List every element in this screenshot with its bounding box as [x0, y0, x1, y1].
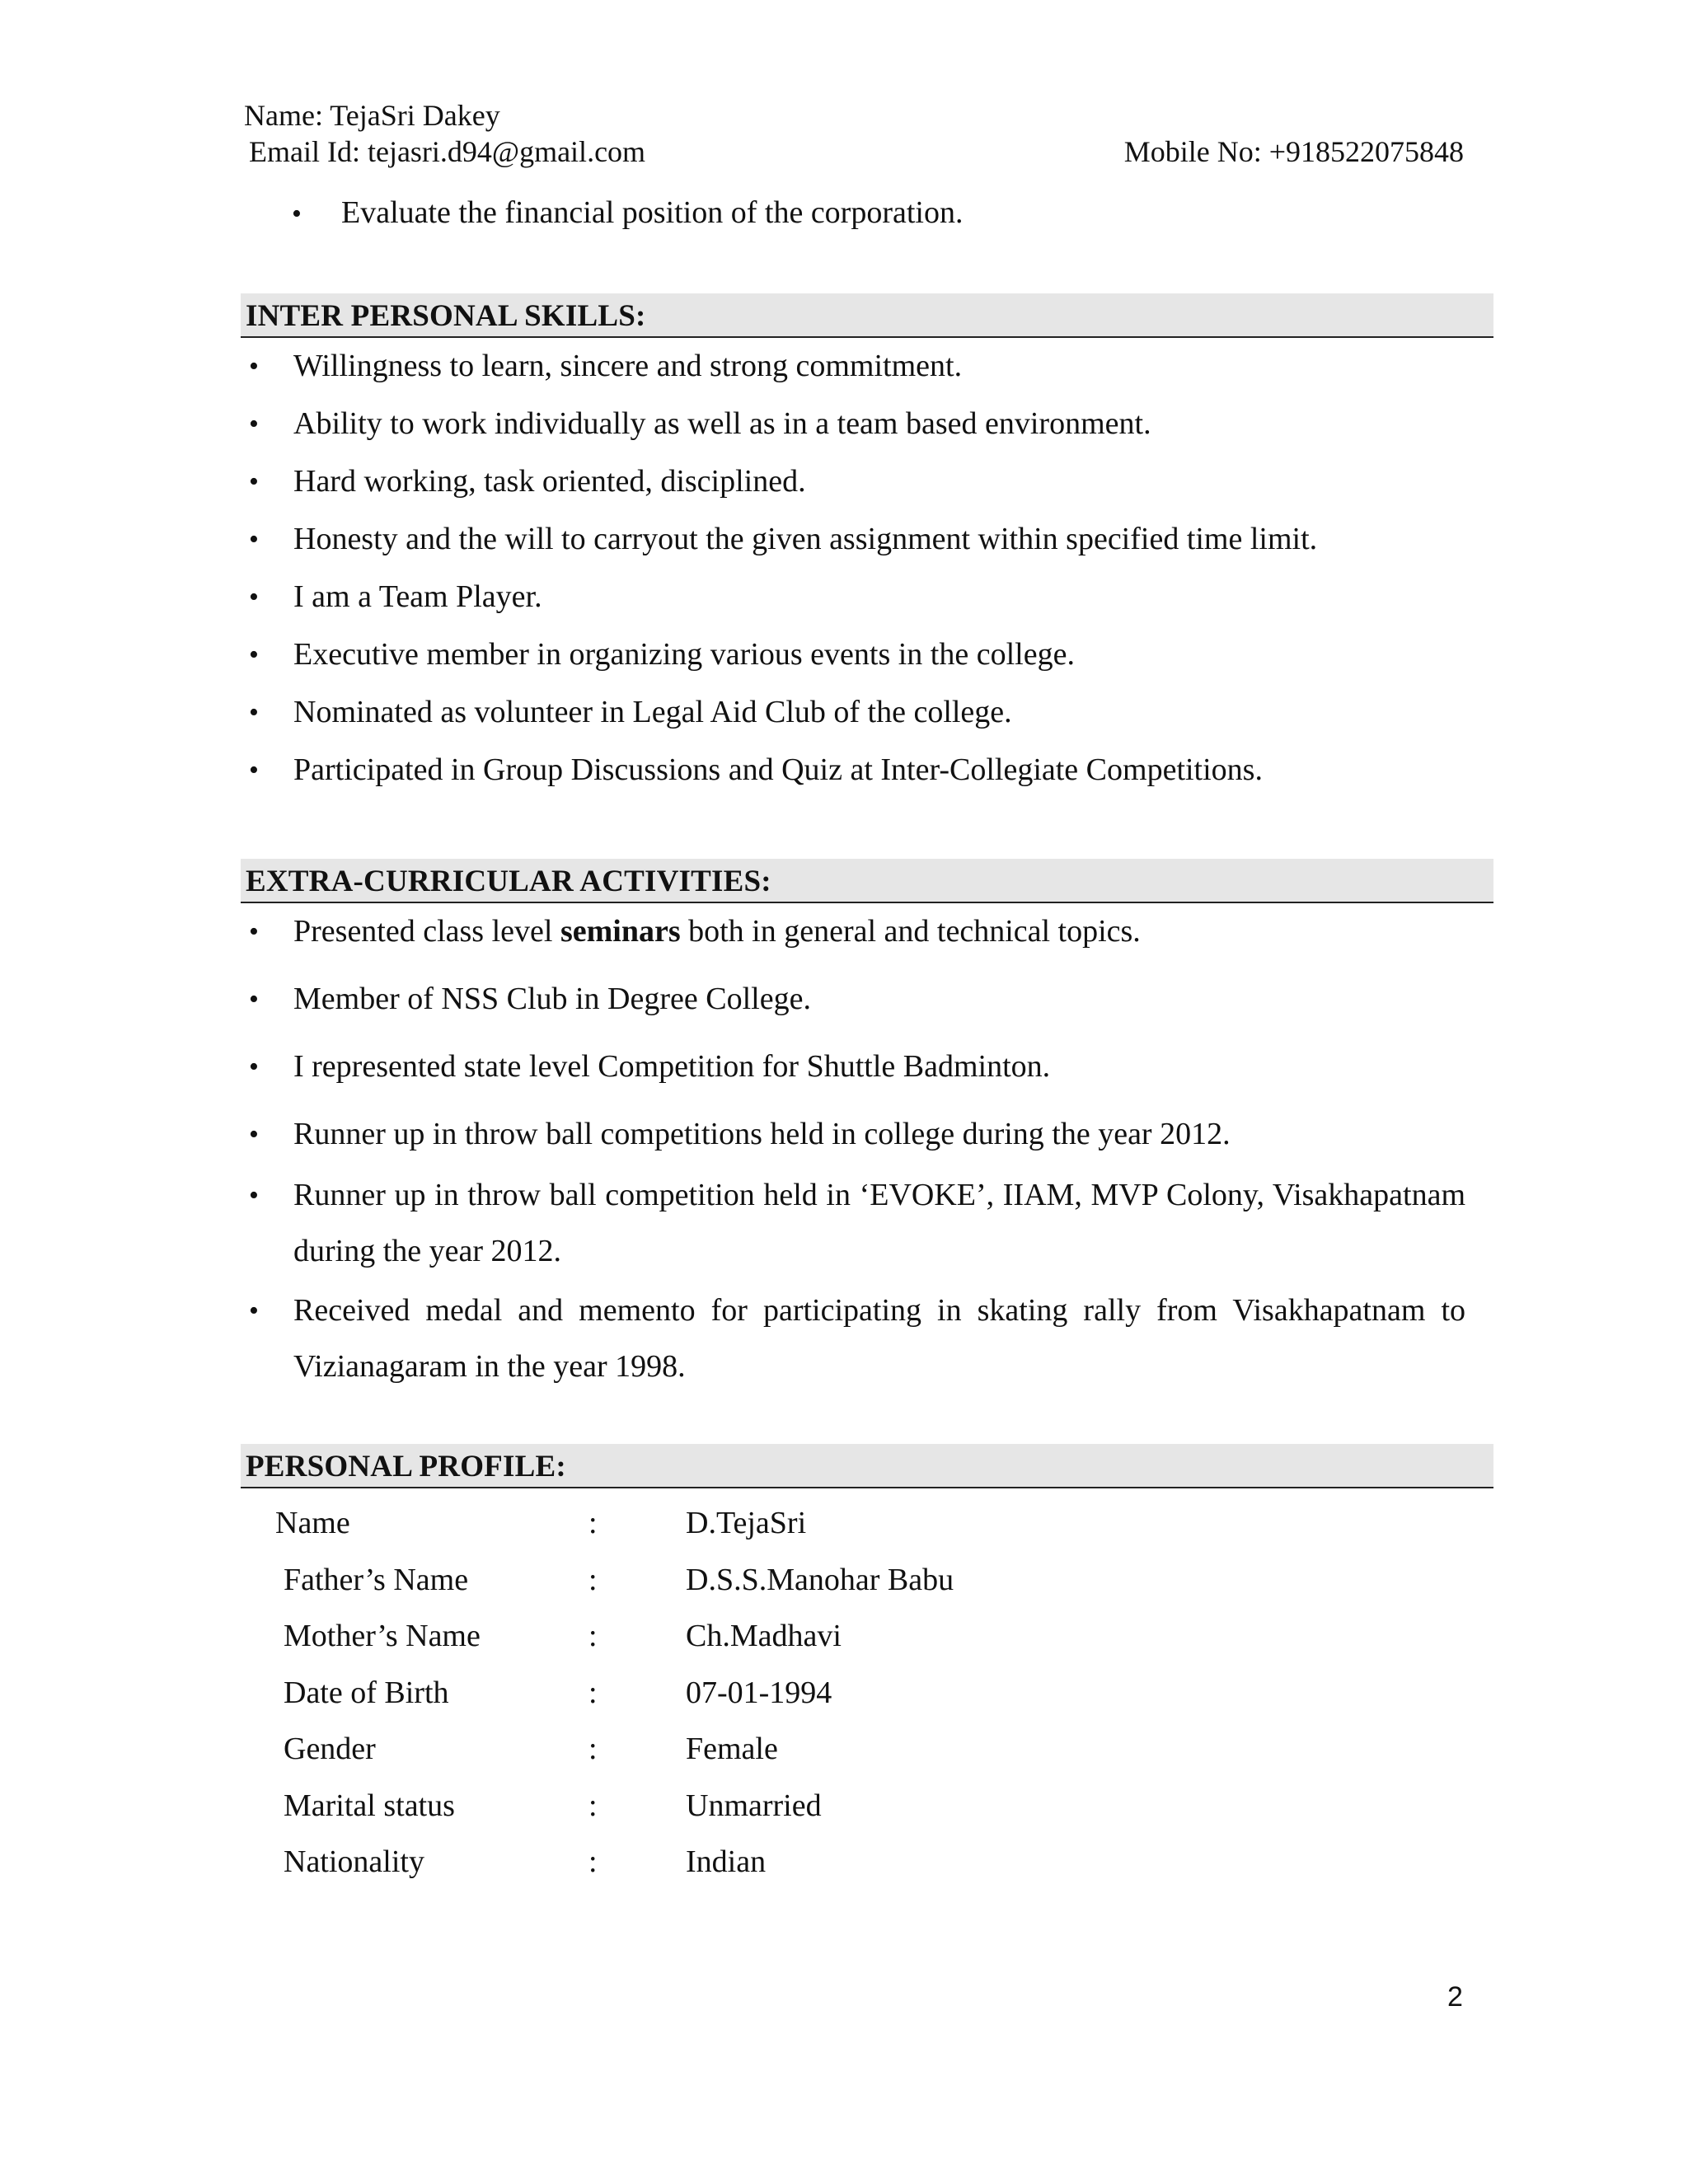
bullet-icon: •	[292, 199, 302, 229]
bullet-icon: •	[249, 351, 259, 382]
list-item-text: Executive member in organizing various events in the college.	[293, 637, 1075, 672]
bullet-icon: •	[249, 984, 259, 1015]
extracurricular-section	[241, 859, 1493, 1394]
section-heading-extracurricular: EXTRA-CURRICULAR ACTIVITIES:	[241, 859, 1493, 903]
profile-colon: :	[588, 1844, 598, 1879]
list-item-text: Honesty and the will to carryout the given assignment within specified time limit.	[293, 522, 1318, 556]
bullet-icon: •	[249, 697, 259, 728]
profile-value: Unmarried	[686, 1788, 822, 1823]
profile-row-nationality	[284, 1834, 1493, 1891]
list-item	[241, 971, 1493, 1029]
profile-colon: :	[588, 1619, 598, 1653]
profile-row-father	[284, 1552, 1493, 1609]
list-item	[241, 903, 1493, 961]
profile-row-name	[275, 1495, 1493, 1552]
personal-profile-section	[241, 1444, 1493, 1891]
list-item	[241, 1282, 1493, 1394]
seminars-prefix: Presented class level	[293, 914, 560, 949]
bullet-icon: •	[249, 1180, 259, 1211]
list-item-text: Participated in Group Discussions and Quiz at Inter-Collegiate Competitions.	[293, 752, 1263, 787]
bullet-icon: •	[249, 1052, 259, 1082]
list-item	[241, 396, 1493, 453]
bullet-icon: •	[249, 916, 259, 947]
bullet-icon: •	[249, 466, 259, 497]
list-item-text: Member of NSS Club in Degree College.	[293, 982, 811, 1016]
list-item-text: I am a Team Player.	[293, 579, 542, 614]
bullet-icon: •	[249, 640, 259, 670]
extracurricular-list	[241, 903, 1493, 1394]
profile-colon: :	[588, 1788, 598, 1823]
list-item-text: I represented state level Competition for Shuttle Badminton.	[293, 1049, 1051, 1084]
section-heading-profile: PERSONAL PROFILE:	[241, 1444, 1493, 1488]
list-item	[241, 569, 1493, 626]
list-item-text	[293, 903, 1493, 959]
resume-content	[241, 194, 1493, 1891]
list-item	[241, 742, 1493, 799]
profile-value: D.TejaSri	[686, 1506, 807, 1540]
list-item	[241, 338, 1493, 396]
list-item-text: Received medal and memento for participating in skating rally from Visakhapatnam to Vizianagaram in the year 1998.	[293, 1293, 1465, 1384]
list-item-text: Willingness to learn, sincere and strong commitment.	[293, 349, 963, 383]
profile-value: Female	[686, 1732, 778, 1766]
continued-bullet-text: Evaluate the financial position of the corporation.	[341, 195, 964, 230]
bullet-icon: •	[249, 524, 259, 555]
seminars-suffix: both in general and technical topics.	[680, 914, 1141, 949]
list-item-text: Runner up in throw ball competitions held in college during the year 2012.	[293, 1117, 1231, 1151]
list-item	[241, 684, 1493, 742]
profile-label: Marital status	[284, 1788, 455, 1823]
profile-label: Mother’s Name	[284, 1619, 481, 1653]
page-header	[244, 97, 1464, 170]
header-email: Email Id: tejasri.d94@gmail.com	[249, 135, 646, 168]
continued-bullet-item	[292, 194, 1493, 244]
profile-row-marital	[284, 1778, 1493, 1835]
profile-row-mother	[284, 1608, 1493, 1665]
profile-colon: :	[588, 1506, 598, 1540]
bullet-icon: •	[249, 1296, 259, 1326]
section-heading-interpersonal: INTER PERSONAL SKILLS:	[241, 293, 1493, 338]
profile-value: Ch.Madhavi	[686, 1619, 842, 1653]
profile-colon: :	[588, 1562, 598, 1597]
list-item-text: Runner up in throw ball competition held in ‘EVOKE’, IIAM, MVP Colony, Visakhapatnam during the year 2012.	[293, 1178, 1465, 1268]
profile-label: Date of Birth	[284, 1675, 449, 1710]
list-item-text: Ability to work individually as well as in a team based environment.	[293, 406, 1151, 441]
bullet-icon: •	[249, 582, 259, 612]
profile-row-gender	[284, 1721, 1493, 1778]
profile-table	[275, 1495, 1493, 1891]
list-item	[241, 626, 1493, 684]
profile-colon: :	[588, 1732, 598, 1766]
seminars-bold: seminars	[560, 914, 681, 949]
list-item-text: Hard working, task oriented, disciplined.	[293, 464, 806, 499]
profile-label: Father’s Name	[284, 1562, 469, 1597]
profile-label: Gender	[284, 1732, 376, 1766]
profile-value: 07-01-1994	[686, 1675, 832, 1710]
bullet-icon: •	[249, 755, 259, 785]
header-name: Name: TejaSri Dakey	[244, 99, 500, 132]
list-item	[241, 511, 1493, 569]
header-mobile: Mobile No: +918522075848	[1123, 135, 1464, 168]
profile-value: D.S.S.Manohar Babu	[686, 1562, 954, 1597]
bullet-icon: •	[249, 1119, 259, 1150]
header-contact-row	[244, 134, 1464, 170]
bullet-icon: •	[249, 409, 259, 439]
profile-label: Nationality	[284, 1844, 424, 1879]
interpersonal-skills-section	[241, 293, 1493, 799]
profile-row-dob	[284, 1665, 1493, 1722]
list-item	[241, 453, 1493, 511]
interpersonal-skills-list	[241, 338, 1493, 799]
page-number: 2	[1447, 1981, 1463, 2013]
profile-value: Indian	[686, 1844, 767, 1879]
profile-label: Name	[275, 1506, 350, 1540]
profile-colon: :	[588, 1675, 598, 1710]
list-item	[241, 1038, 1493, 1096]
list-item	[241, 1167, 1493, 1279]
list-item	[241, 1106, 1493, 1164]
list-item-text: Nominated as volunteer in Legal Aid Club of the college.	[293, 695, 1012, 729]
